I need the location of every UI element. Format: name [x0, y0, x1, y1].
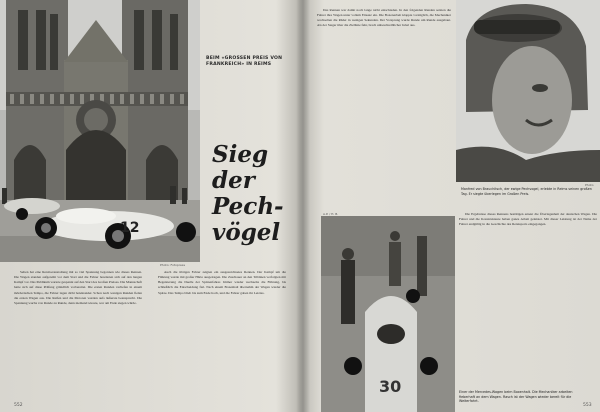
body-column-3	[317, 8, 451, 210]
body-column-5	[459, 212, 597, 388]
title-line-2: der	[212, 167, 255, 194]
article-title	[212, 142, 302, 246]
title-line-3: Pech-	[212, 193, 284, 220]
title-line-1: Sieg	[212, 141, 269, 168]
body-column-5-text: Die Ergebnisse dieses Rennens bestätigen erneut die Überlegenheit der deutschen Wagen. Die Fahrer und die Konstrukteure haben ganze Arbeit geleistet. Mit dieser Leistung ist der Name der Fahrer endgültig in die Geschichte des Rennsports eingegangen.	[459, 212, 597, 227]
pit-stop-illustration	[321, 216, 455, 412]
left-page-number: 552	[14, 403, 23, 408]
page-fold	[296, 0, 310, 412]
right-top-photo-credit: Photo	[585, 183, 594, 187]
title-line-4: vögel	[212, 219, 281, 246]
svg-text:30: 30	[379, 377, 402, 396]
body-column-1-text: Selten hat eine Rennveranstaltung mit so viel Spannung begonnen wie dieses Rennen. Die Wagen standen aufgereiht vor dem Start und die Fahrer bereiteten sich auf den langen Kampf vor. Das Publikum wartete gespannt auf den Start des Großen Preises. Die Mannschaft hatte sich auf diese Prüfung gründlich vorbereitet. Die ersten Runden verliefen in einem mörderischen Tempo, die Fahrer lagen dicht beieinander. Schon nach wenigen Runden fielen die ersten Wagen aus. Die Reifen und die Motoren wurden aufs äußerste beansprucht. Die Spannung wuchs von Runde zu Runde, denn niemand wusste, wer am Ende siegen würde.	[14, 270, 142, 305]
svg-text:12: 12	[120, 220, 140, 236]
body-column-1	[14, 270, 142, 402]
pit-caption: Einer der Mercedes-Wagen beim Boxenhalt. Die Mechaniker arbeiten fieberhaft an dem Wagen. Rasch ist der Wagen wieder bereit für die Weiterfahrt.	[459, 390, 573, 404]
body-column-3-text: Das Rennen war damit noch lange nicht entschieden. In den folgenden Runden setzten die Fahrer ihre Wagen unter vollem Einsatz ein. Die Boxenarbeit klappte vorzüglich, die Mechaniker wechselten die Räder in wenigen Sekunden. Der Vorsprung wurde Runde um Runde ausgebaut. Als der Sieger über die Ziellinie fuhr, brach unbeschreiblicher Jubel aus.	[317, 8, 451, 28]
driver-illustration	[456, 0, 600, 182]
driver-portrait-photo	[456, 0, 600, 182]
driver-caption: Manfred von Brauchitsch, der ewige Pechvogel, erlebte in Reims seinen großen Tag. Er siegte überlegen im Großen Preis.	[461, 187, 592, 196]
cathedral-race-photo	[0, 0, 200, 262]
right-page-number: 553	[583, 403, 592, 408]
right-page	[303, 0, 600, 412]
pit-stop-photo	[321, 216, 455, 412]
left-photo-credit: Photo: Fotopress	[160, 263, 186, 267]
cathedral-illustration	[0, 0, 200, 262]
article-kicker: BEIM «GROSSEN PREIS VON FRANKREICH» IN REIMS	[206, 56, 283, 67]
body-column-2-text: Auch die übrigen Fahrer zeigten ein ausgezeichnetes Rennen. Der Kampf um die Führung wurde mit großer Härte ausgetragen. Die Zuschauer an den Tribünen verfolgten mit Begeisterung die Duelle der Spitzenfahrer. Immer wieder wechselte die Führung, bis schließlich die Entscheidung fiel. Nach einem Boxenhalt übernahm der Wagen wieder die Spitze. Das Tempo blieb bis zum Ende hoch, und die Fahrer gaben ihr Letztes.	[158, 270, 286, 295]
right-bottom-photo-credit: A.P. / H. B.	[323, 212, 339, 216]
body-column-2	[158, 270, 286, 402]
